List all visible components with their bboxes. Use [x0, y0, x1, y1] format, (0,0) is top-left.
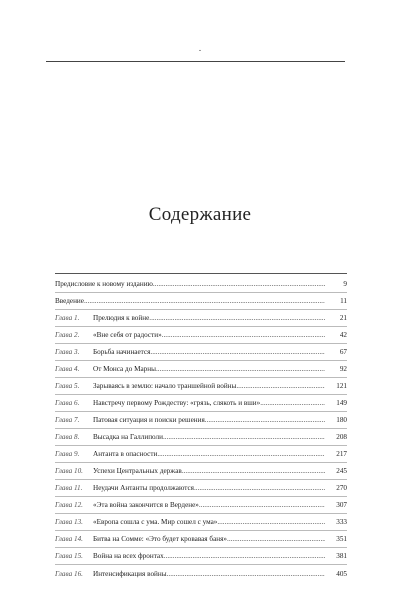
toc-entry-leader: [153, 280, 325, 289]
toc-top-rule: [55, 273, 347, 274]
toc-entry-leader: [182, 467, 325, 476]
toc-entry-page: 351: [336, 535, 347, 543]
toc-entry: [55, 446, 347, 463]
toc-entry-leader: [163, 433, 325, 442]
toc-entry-title: Прелюдия к войне: [93, 314, 150, 322]
toc-entry-title: Патовая ситуация и поиски решения: [93, 416, 205, 424]
toc-entry: [55, 514, 347, 531]
toc-entry-leader: [149, 314, 325, 323]
toc-entry-label: Глава 9.: [55, 450, 80, 458]
toc-entry-label: Глава 11.: [55, 484, 83, 492]
toc-entry: [55, 463, 347, 480]
toc-entry-label: Глава 1.: [55, 314, 80, 322]
toc-entry-label: Глава 12.: [55, 501, 83, 509]
toc-entry-leader: [227, 535, 325, 544]
toc-entry-page: 307: [336, 501, 347, 509]
toc-entry-title: Война на всех фронтах: [93, 552, 164, 560]
toc-entry-page: 121: [336, 382, 347, 390]
toc-entry: [55, 412, 347, 429]
toc-entry-label: Глава 13.: [55, 518, 83, 526]
toc-entry-page: 42: [339, 331, 347, 339]
toc-entry-title: «Эта война закончится в Вердене»: [93, 501, 199, 509]
toc-entry: [55, 361, 347, 378]
toc-entry: [55, 531, 347, 548]
toc-entry: [55, 378, 347, 395]
toc-entry: [55, 327, 347, 344]
toc-entry-leader: [156, 365, 325, 374]
toc-entry-title: Зарываясь в землю: начало траншейной войны: [93, 382, 237, 390]
toc-entry-page: 67: [339, 348, 347, 356]
toc-entry: [55, 395, 347, 412]
toc-entry: [55, 480, 347, 497]
toc-entry: [55, 429, 347, 446]
toc-entry-page: 381: [336, 552, 347, 560]
toc-entry-leader: [236, 382, 325, 391]
toc-entry-leader: [260, 399, 325, 408]
toc-entry-leader: [164, 552, 325, 561]
toc-entry-page: 270: [336, 484, 347, 492]
toc-entry-title: От Монса до Марны: [93, 365, 156, 373]
toc-entry-page: 245: [336, 467, 347, 475]
toc-entry: [55, 344, 347, 361]
toc-entry-page: 333: [336, 518, 347, 526]
toc-entry-page: 208: [336, 433, 347, 441]
toc-entry-label: Глава 7.: [55, 416, 80, 424]
toc-entry-leader: [150, 348, 325, 357]
toc-entry-title: Введение: [55, 297, 84, 305]
toc-entry-label: Глава 4.: [55, 365, 80, 373]
toc-entry-leader: [84, 297, 325, 306]
toc-entry: [55, 276, 347, 293]
toc-entry-title: Предисловие к новому изданию: [55, 280, 153, 288]
toc-entry-title: Битва на Сомме: «Это будет кровавая баня»: [93, 535, 228, 543]
toc-entry-page: 217: [336, 450, 347, 458]
toc-entry: [55, 497, 347, 514]
toc-entry-label: Глава 5.: [55, 382, 80, 390]
toc-entry-page: 9: [343, 280, 347, 288]
header-mark: .: [198, 43, 202, 53]
toc-entry-page: 21: [339, 314, 347, 322]
toc-entry: [55, 310, 347, 327]
toc-entry-leader: [167, 570, 325, 579]
toc-entry-leader: [217, 518, 325, 527]
toc-list: [55, 276, 347, 582]
toc-entry-title: Борьба начинается: [93, 348, 151, 356]
toc-entry-leader: [157, 450, 325, 459]
toc-entry: [55, 548, 347, 565]
toc-entry-title: Успехи Центральных держав: [93, 467, 182, 475]
toc-entry-title: «Вне себя от радости»: [93, 331, 162, 339]
toc-entry-leader: [162, 331, 325, 340]
toc-entry-label: Глава 2.: [55, 331, 80, 339]
toc-entry-label: Глава 16.: [55, 570, 83, 578]
toc-entry-page: 180: [336, 416, 347, 424]
toc-entry-label: Глава 6.: [55, 399, 80, 407]
toc-entry-page: 405: [336, 570, 347, 578]
page-title: Содержание: [148, 204, 252, 225]
toc-entry-title: Высадка на Галлиполи: [93, 433, 163, 441]
toc-entry-title: Антанта в опасности: [93, 450, 158, 458]
toc-entry-title: Интенсификация войны: [93, 570, 167, 578]
toc-entry-label: Глава 15.: [55, 552, 83, 560]
toc-entry-page: 149: [336, 399, 347, 407]
toc-entry-leader: [205, 416, 325, 425]
toc-entry-page: 11: [340, 297, 347, 305]
toc-entry-title: Неудачи Антанты продолжаются: [93, 484, 194, 492]
toc-entry-label: Глава 8.: [55, 433, 80, 441]
toc-entry-label: Глава 14.: [55, 535, 83, 543]
toc-entry-title: Навстречу первому Рождеству: «грязь, слякоть и вши»: [93, 399, 261, 407]
toc-entry-label: Глава 3.: [55, 348, 80, 356]
toc-entry-label: Глава 10.: [55, 467, 83, 475]
toc-entry-leader: [194, 484, 325, 493]
toc-entry-page: 92: [339, 365, 347, 373]
toc-entry-leader: [199, 501, 325, 510]
toc-entry: [55, 565, 347, 582]
toc-entry: [55, 293, 347, 310]
header-rule: [46, 61, 345, 62]
toc-entry-title: «Европа сошла с ума. Мир сошел с ума»: [93, 518, 218, 526]
